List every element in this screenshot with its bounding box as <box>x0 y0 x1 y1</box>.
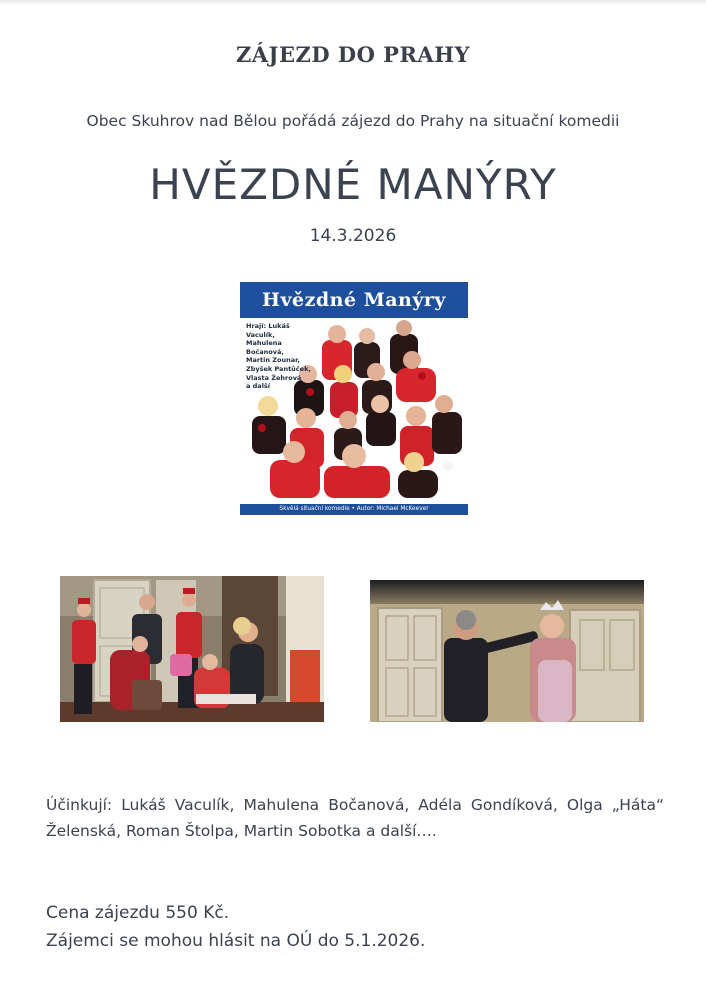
poster-cast-line: Mahulena Bočanová, <box>246 339 284 356</box>
page-heading: ZÁJEZD DO PRAHY <box>235 42 471 67</box>
poster-cast-line: a další <box>246 382 271 391</box>
poster-cast-line: Hrají: Lukáš Vaculík, <box>246 322 290 339</box>
poster-cast-line: Vlasta Žehrová <box>246 373 302 382</box>
performers-text: Účinkují: Lukáš Vaculík, Mahulena Bočanová, Adéla Gondíková, Olga „Háta“ Želenská, Roman Štolpa, Martin Sobotka a další…. <box>46 796 664 840</box>
show-poster <box>240 282 468 515</box>
signup-text: Zájemci se mohou hlásit na OÚ do 5.1.2026. <box>46 931 426 951</box>
stage-photo-bellboys-icon <box>60 576 324 722</box>
poster-footer: Skvělá situační komedie • Autor: Michael McKeever <box>240 504 468 515</box>
poster-cast-line: Martin Zounar, <box>246 356 300 365</box>
poster-cast-list <box>246 322 312 391</box>
intro-text: Obec Skuhrov nad Bělou pořádá zájezd do Prahy na situační komedii <box>86 112 620 130</box>
show-title: HVĚZDNÉ MANÝRY <box>149 160 557 209</box>
poster-title: Hvězdné Manýry <box>240 282 468 318</box>
show-date: 14.3.2026 <box>309 226 397 246</box>
scan-edge <box>0 0 706 6</box>
price-text: Cena zájezdu 550 Kč. <box>46 903 230 923</box>
stage-photo-couple-icon <box>370 580 644 722</box>
poster-cast-line: Zbyšek Pantůček, <box>246 364 311 373</box>
